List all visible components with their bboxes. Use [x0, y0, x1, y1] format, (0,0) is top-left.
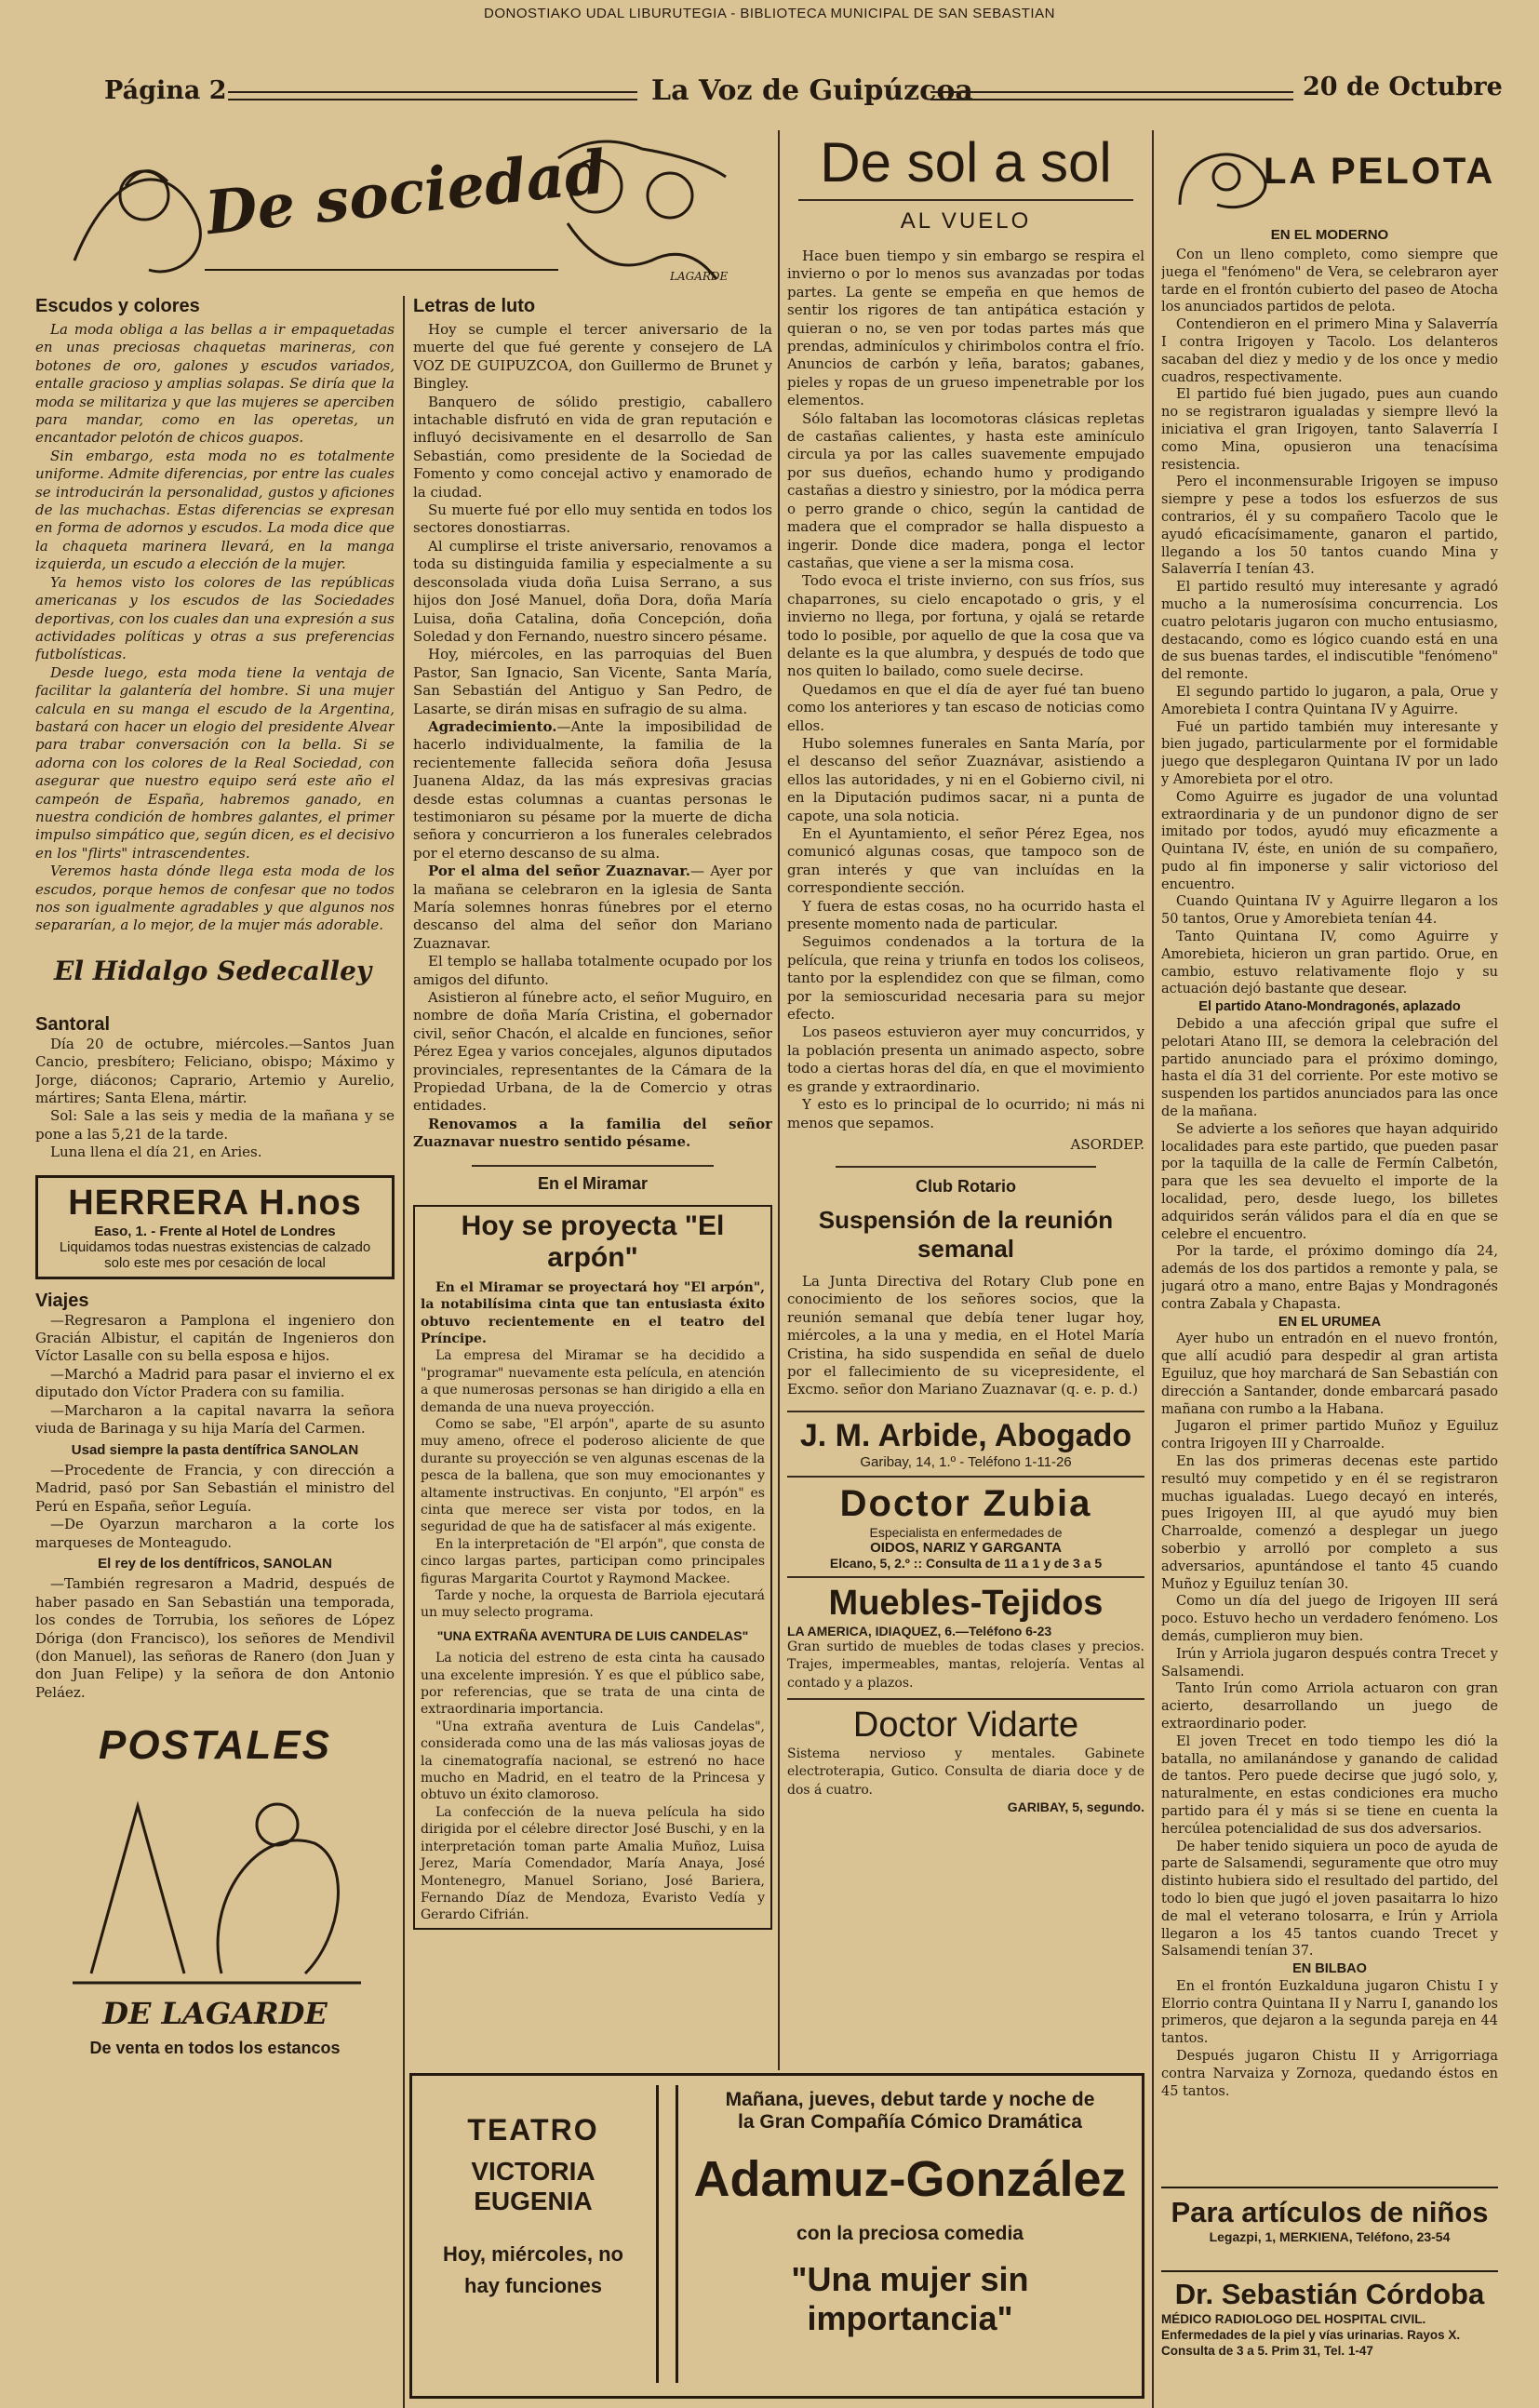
- paragraph: Debido a una afección gripal que sufre el pelotari Atano III, se demora la celebración del partido anunciado para el próximo domingo, hasta el día 31 del corriente. Por este motivo se suspenden los partidos anunciados para las once de la mañana.: [1161, 1017, 1498, 1120]
- zubia-line2: OIDOS, NARIZ Y GARGANTA: [870, 1539, 1062, 1556]
- paragraph: Los paseos estuvieron ayer muy concurridos, y la población presenta un animado aspecto, sobre todo a ciertas horas del día, en que el movimiento es grande y extraordinario.: [787, 1023, 1144, 1095]
- paragraph: En la interpretación de "El arpón", que consta de cinco largas partes, participan como principales figuras Margarita Courtot y Raymond Mackee.: [421, 1536, 765, 1586]
- paragraph: La noticia del estreno de esta cinta ha causado una excelente impresión. Y es que el público sabe, por referencias, que se trata de una cinta de extraordinaria importancia.: [421, 1651, 765, 1718]
- teatro-word: TEATRO: [467, 2113, 599, 2147]
- teatro-play: "Una mujer sin importancia": [791, 2260, 1029, 2337]
- paragraph: En el frontón Euzkalduna jugaron Chistu I y Elorrio contra Quintana II y Narru I, ganando los primeros, que dejaron a la segunda pareja en 44 tantos.: [1161, 1978, 1498, 2047]
- masthead-rule-right: [930, 91, 1293, 100]
- luto-body: [413, 321, 772, 1152]
- paragraph: Se advierte a los señores que hayan adquirido localidades para este partido, que pueden pasar por la taquilla de la calle de Fermín Calbetón, para que les sea devuelto el importe de la localidad, pero, desde luego, los billetes adquiridos serán válidos para el día en que se celebre el encuentro.: [1161, 1121, 1498, 1242]
- paragraph: Por la tarde, el próximo domingo día 24, además de los dos partidos a remonte y pala, se jugará otro a mano, entre Bajas y Mondragonés contra Zabala y Chapasta.: [1161, 1244, 1498, 1312]
- miramar-body: [421, 1279, 765, 1924]
- masthead-rule-left: [228, 91, 637, 100]
- vidarte-ad: [787, 1706, 1144, 1814]
- paragraph: Y esto es lo principal de lo ocurrido; ni más ni menos que sepamos.: [787, 1096, 1144, 1131]
- moderno-head: EN EL MODERNO: [1270, 227, 1389, 243]
- paragraph: —También regresaron a Madrid, después de haber pasado en San Sebastián una temporada, los condes de Torrubia, los señores de López Dóriga (don Francisco), los señores de Mendivil (don Manuel), las señoras de Ranero (don Juan y don Juan Felipe) y la señora de don Antonio Peláez.: [35, 1575, 395, 1701]
- de-sociedad-banner: [37, 130, 744, 288]
- column-4: [1161, 130, 1498, 2405]
- paragraph: En el Miramar se proyectará hoy "El arpón", la notabilísima cinta que tan entusiasta éxito obtuvo recientemente en el teatro del Príncipe.: [421, 1279, 765, 1346]
- paragraph: Sólo faltaban las locomotoras clásicas repletas de castañas calientes, y hasta este aminículo circula ya por las calles suavemente empujado por sus dueños, echando humo y prodigando castañas a diestro y siniestro, por la módica perra o perro grande o chico, según la cantidad de madera que el comprador se halla dispuesto a ingerir. Donde dice madera, ponga el lector castañas, que viene a ser la misma cosa.: [787, 409, 1144, 571]
- sanolan-ad-2: El rey de los dentífricos, SANOLAN: [98, 1555, 332, 1572]
- ninos-title: Para artículos de niños: [1171, 2196, 1489, 2228]
- masthead: [0, 73, 1539, 110]
- paragraph: En las dos primeras decenas este partido resultó muy competido y en él se registraron muchas igualadas. Luego decayó en interés, pues Irigoyen III, al que ayudó muy bien Charroalde, comenzó a desplegar un juego soberbio y arrolló por completo a sus adversarios, apuntándose el tanto 45 cuando Muñoz y Eguiluz tenían 30.: [1161, 1453, 1498, 1592]
- paragraph: Sin embargo, esta moda no es totalmente uniforme. Admite diferencias, por entre las cuales se introducirán la personalidad, gustos y aficiones de las muchachas. Estas diferencias se expresan en forma de adornos y escudos. La moda dice que la chaqueta marinera llevará, en la manga izquierda, un escudo a elección de la mujer.: [35, 447, 395, 573]
- teatro-with: con la preciosa comedia: [796, 2223, 1024, 2244]
- paragraph: Jugaron el primer partido Muñoz y Eguiluz contra Irigoyen III y Charroalde.: [1161, 1419, 1498, 1452]
- paragraph: Desde luego, esta moda tiene la ventaja de facilitar la galantería del hombre. Si una mujer calcula en su manga el escudo de la Argentina, bastará con hacer un elogio del presidente Alvear para trabar conversación con la bella. Si se adorna con los colores de la Real Sociedad, con asegurar que nuestro equipo será este año el campeón de España, habremos ganado, en nuestra condición de hombres galantes, el primer impulso simpático que, según dicen, es el decisivo en los "flirts" intrascendentes.: [35, 663, 395, 862]
- paragraph: Ayer hubo un entradón en el nuevo frontón, que allí acudió para despedir al gran artista Eguiluz, que hoy marchará de San Sebastián con dirección a Santander, donde embarcará pasado mañana con rumbo a la Habana.: [1161, 1331, 1498, 1417]
- teatro-top-line2: la Gran Compañía Cómico Dramática: [738, 2111, 1082, 2133]
- column-2: [413, 296, 772, 2064]
- paragraph: En el Ayuntamiento, el señor Pérez Egea, nos comunicó algunas cosas, que tampoco son de gran interés y que van incluídas en la correspondiente sección.: [787, 825, 1144, 897]
- newspaper-title: La Voz de Guipúzcoa: [651, 74, 973, 107]
- paragraph: Irún y Arriola jugaron después contra Trecet y Salsamendi.: [1161, 1646, 1498, 1679]
- issue-date: 20 de Octubre: [1303, 73, 1503, 101]
- paragraph: —Regresaron a Pamplona el ingeniero don Gracián Albistur, el capitán de Ingenieros don Víctor Lasalle con su bella esposa e hijos.: [35, 1311, 395, 1365]
- zubia-line1: Especialista en enfermedades de: [869, 1524, 1063, 1540]
- paragraph: Banquero de sólido prestigio, caballero intachable disfrutó en vida de gran reputación e influyó decisivamente en el desarrollo de San Sebastián, como presidente de la Sociedad de Fomento y como concejal activo y enamorado de la ciudad.: [413, 393, 772, 501]
- paragraph: Quedamos en que el día de ayer fué tan bueno como los anteriores y tan escaso de noticias como ellos.: [787, 680, 1144, 734]
- zuaznavar-head: Por el alma del señor Zuaznavar.: [428, 863, 690, 880]
- paragraph: De haber tenido siquiera un poco de ayuda de parte de Salsamendi, seguramente que otro muy distinto hubiera sido el resultado del partido, del todo lo bien que jugó el joven pasaitarra lo hizo de mal el veterano tolosarra, e Irún y Arriola llegaron a los 45 tantos cuando Trecet y Salsamendi tenían 37.: [1161, 1839, 1498, 1960]
- paragraph: Sol: Sale a las seis y media de la mañana y se pone a las 5,21 de la tarde.: [35, 1107, 395, 1143]
- divider: [798, 199, 1133, 201]
- moderno-body: [1161, 247, 1498, 2100]
- paragraph: La empresa del Miramar se ha decidido a "programar" nuevamente esta película, en atención a que numerosas personas se han dirigido a ella en demanda de una nueva proyección.: [421, 1348, 765, 1415]
- zubia-ad: [787, 1483, 1144, 1571]
- paragraph: Después jugaron Chistu II y Arrigorriaga contra Narvaiza y Zornoza, quedando éstos en 45 tantos.: [1161, 2049, 1498, 2099]
- postales-illustration: [35, 1769, 395, 1992]
- agradecimiento-head: Agradecimiento.: [428, 717, 557, 735]
- viajes-body: [35, 1312, 395, 1703]
- paragraph: Su muerte fué por ello muy sentida en todos los sectores donostiarras.: [413, 502, 772, 537]
- cordoba-ad: [1161, 2270, 1498, 2407]
- muebles-line1: LA AMERICA, IDIAQUEZ, 6.—Teléfono 6-23: [787, 1623, 1052, 1639]
- divider: [787, 1476, 1144, 1478]
- rotario-body: [787, 1273, 1144, 1399]
- muebles-name: Muebles-Tejidos: [828, 1583, 1104, 1623]
- al-vuelo-subtitle: AL VUELO: [900, 208, 1032, 234]
- paragraph: —Marchó a Madrid para pasar el invierno el ex diputado don Víctor Pradera con su familia.: [35, 1365, 395, 1401]
- teatro-company: Adamuz-González: [693, 2151, 1127, 2207]
- arbide-name: J. M. Arbide, Abogado: [799, 1417, 1132, 1453]
- paragraph: —Procedente de Francia, y con dirección a Madrid, pasó por San Sebastián el ministro del Perú en España, señor Leguía.: [35, 1461, 395, 1515]
- postales-artist: DE LAGARDE: [102, 1996, 328, 2032]
- herrera-name: HERRERA H.nos: [68, 1183, 362, 1223]
- escudos-title: Escudos y colores: [35, 296, 200, 316]
- postales-title: POSTALES: [99, 1722, 331, 1769]
- cordoba-body: MÉDICO RADIOLOGO DEL HOSPITAL CIVIL. Enfermedades de la piel y vías urinarias. Rayos X. Consulta de 3 a 5. Prim 31, Tel. 1-47: [1161, 2312, 1461, 2358]
- article-signature: ASORDEP.: [1070, 1135, 1144, 1153]
- column-rule-3: [1152, 130, 1154, 2408]
- aventura-head: "UNA EXTRAÑA AVENTURA DE LUIS CANDELAS": [436, 1627, 749, 1643]
- viajes-title: Viajes: [35, 1290, 89, 1311]
- paragraph: El joven Trecet en todo tiempo les dió la batalla, no amilanándose y ganando de calidad de tantos. Pero puede decirse que jugó solo, y, naturalmente, en estas condiciones era mucho partido para él y más si se tiene en cuenta la hercúlea potencialidad de sus dos adversarios.: [1161, 1733, 1498, 1837]
- escudos-signature: El Hidalgo Sedecalley: [54, 955, 372, 986]
- paragraph: [413, 718, 772, 863]
- teatro-top-line1: Mañana, jueves, debut tarde y noche de: [725, 2089, 1095, 2110]
- paragraph: Fué un partido también muy interesante y bien jugado, particularmente por el formidable juego que desplegaron Quintana IV por un lado y Amorebieta por el otro.: [1161, 719, 1498, 787]
- herrera-address: Easo, 1. - Frente al Hotel de Londres: [94, 1223, 336, 1239]
- divider: [787, 1411, 1144, 1412]
- paragraph: Al cumplirse el triste aniversario, renovamos a toda su distinguida familia y especialmente a su desconsolada viuda doña Luisa Serrano, a sus hijos don José Manuel, doña Dora, doña María Luisa, doña Catalina, doña Concepción, doña Soledad y don Fernando, nuestro sincero pésame.: [413, 537, 772, 645]
- miramar-article: [413, 1205, 772, 1930]
- sociedad-script: De sociedad: [202, 137, 609, 249]
- column-1: [35, 296, 395, 2408]
- paragraph: Contendieron en el primero Mina y Salaverría I contra Irigoyen y Tacolo. Los delanteros sacaban del diez y medio y de los once y medio cuadros, respectivamente.: [1161, 317, 1498, 385]
- divider: [472, 1165, 714, 1167]
- muebles-ad: [787, 1584, 1144, 1692]
- bilbao-head: EN BILBAO: [1292, 1961, 1367, 1977]
- luto-title: Letras de luto: [413, 296, 536, 316]
- paragraph: El templo se hallaba totalmente ocupado por los amigos del difunto.: [413, 953, 772, 988]
- teatro-ad: [409, 2073, 1144, 2399]
- santoral-body: [35, 1036, 395, 1162]
- vidarte-name: Doctor Vidarte: [852, 1705, 1079, 1745]
- teatro-left-panel: [431, 2113, 636, 2302]
- page-number: Página 2: [104, 76, 227, 105]
- de-sol-a-sol-title: De sol a sol: [820, 131, 1112, 194]
- paragraph: Día 20 de octubre, miércoles.—Santos Juan Cancio, presbítero; Feliciano, obispo; Máximo y Jorge, diáconos; Caprario, Artemio y Aurelio, mártires; Santa Elena, mártir.: [35, 1035, 395, 1107]
- paragraph: Renovamos a la familia del señor Zuaznavar nuestro sentido pésame.: [413, 1115, 772, 1151]
- santoral-title: Santoral: [35, 1013, 111, 1035]
- paragraph: Como Aguirre es jugador de una voluntad extraordinaria y de un pundonor digno de ser imitado por todos, ayudó muy eficazmente a Quintana IV, éste, en unión de su compañero, pudo al fin imponerse y salir victorioso del encuentro.: [1161, 789, 1498, 892]
- column-rule-1: [403, 296, 405, 2408]
- teatro-ornament: [656, 2085, 678, 2383]
- paragraph: Pero el inconmensurable Irigoyen se impuso siempre y pese a todos los esfuerzos de sus contrarios, él y su compañero Tacolo que le ayudó eficacísimamente, ganaron el partido, llegando a los 50 tantos cuando Mina y Salaverría I tenían 43.: [1161, 475, 1498, 578]
- atano-head: El partido Atano-Mondragonés, aplazado: [1198, 999, 1461, 1015]
- zuaznavar-text: — Ayer por la mañana se celebraron en la iglesia de Santa María solemnes honras fúnebres por el eterno descanso del alma del señor don Mariano Zuaznavar.: [413, 863, 772, 952]
- paragraph: —Marcharon a la capital navarra la señora viuda de Barinaga y su hija María del Carmen.: [35, 1401, 395, 1438]
- paragraph: Seguimos condenados a la tortura de la película, que reina y triunfa en todos los coliseos, tanto por la esplendidez con que se filman, como por la semioscuridad necesaria para su mejor efecto.: [787, 933, 1144, 1023]
- paragraph: Tarde y noche, la orquesta de Barriola ejecutará un muy selecto programa.: [421, 1588, 765, 1621]
- miramar-title: Hoy se proyecta "El arpón": [461, 1210, 725, 1273]
- la-pelota-banner: [1161, 130, 1498, 223]
- herrera-body: Liquidamos todas nuestras existencias de calzado solo este mes por cesación de local: [59, 1238, 371, 1271]
- paragraph: La moda obliga a las bellas a ir empaquetadas en unas preciosas chaquetas marineras, con botones de oro, galones y escudos variados, entalle gracioso y amplias solapas. Se diría que la moda se militariza y que las mujeres se aperciben para mandar, como en las operetas, un encantador pelotón de chicos guapos.: [35, 321, 395, 447]
- herrera-ad: [35, 1175, 395, 1279]
- divider: [836, 1166, 1096, 1168]
- vidarte-address: GARIBAY, 5, segundo.: [1007, 1799, 1144, 1815]
- paragraph: Veremos hasta dónde llega esta moda de los escudos, porque hemos de confesar que no todos nos son igualmente agradables y que algunos nos separarían, a lo mejor, de la mujer más adorable.: [35, 863, 395, 934]
- cordoba-name: Dr. Sebastián Córdoba: [1174, 2278, 1485, 2310]
- paragraph: El partido resultó muy interesante y agradó mucho a la numerosísima concurrencia. Los cuatro pelotaris jugaron con mucho entusiasmo, destacando, como es lógico cuando está en una de sus buenas tardes, el indiscutible "fenómeno" del remonte.: [1161, 580, 1498, 683]
- paragraph: Hoy se cumple el tercer aniversario de la muerte del que fué gerente y consejero de LA VOZ DE GUIPUZCOA, don Guillermo de Brunet y Bingley.: [413, 321, 772, 393]
- paragraph: [413, 863, 772, 953]
- paragraph: Todo evoca el triste invierno, con sus fríos, sus chaparrones, su cielo encapotado o gris, y el invierno no llega, por fortuna, y ojalá se retarde todo lo posible, por aquello de que la cosa que va delante es la que alumbra, y después de todo que nos quiten lo bailado, como suele decirse.: [787, 572, 1144, 680]
- paragraph: Tanto Quintana IV, como Aguirre y Amorebieta, hicieron un gran partido. Orue, en cambio, estuvo relativamente flojo y su actuación dejó bastante que desear.: [1161, 930, 1498, 997]
- paragraph: Ya hemos visto los colores de las repúblicas americanas y los escudos de las Sociedades deportivas, con los cuales dan una expresión a sus actividades políticas y otras a sus preferencias futbolísticas.: [35, 573, 395, 663]
- banner-signature: LAGARDE: [670, 270, 729, 283]
- escudos-body: [35, 321, 395, 935]
- miramar-kicker: En el Miramar: [537, 1173, 649, 1193]
- zubia-line3: Elcano, 5, 2.º :: Consulta de 11 a 1 y de 3 a 5: [829, 1555, 1103, 1571]
- urumea-head: EN EL URUMEA: [1278, 1314, 1382, 1330]
- rotario-kicker: Club Rotario: [916, 1176, 1016, 1196]
- divider: [787, 1698, 1144, 1700]
- de-sol-a-sol-body: [787, 247, 1144, 1132]
- sanolan-ad-1: Usad siempre la pasta dentífrica SANOLAN: [71, 1441, 359, 1458]
- column-rule-2: [778, 130, 780, 2070]
- paragraph: La Junta Directiva del Rotary Club pone en conocimiento de los señores socios, que la reunión semanal que debía tener lugar hoy, miércoles, a la una y media, en el Hotel María Cristina, ha sido suspendida en señal de duelo por el fallecimiento de su vicepresidente, el Excmo. señor don Mariano Zuaznavar (q. e. p. d.): [787, 1272, 1144, 1398]
- arbide-ad: [787, 1418, 1144, 1470]
- teatro-right-panel: [691, 2089, 1129, 2338]
- column-3: [787, 130, 1144, 2066]
- paragraph: Hubo solemnes funerales en Santa María, por el descanso del señor Zuaznávar, asistiendo a ellos las autoridades, y ni en el Gobierno civil, ni en la Diputación pudimos sacar, ni a punta de capote, una sola noticia.: [787, 734, 1144, 824]
- agradecimiento-text: —Ante la imposibilidad de hacerlo individualmente, la familia de la recientemente fallecida señora doña Jesusa Juanena Aldaz, da las más expresivas gracias desde estas columnas a cuantas personas le testimoniaron su pésame por la muerte de dicha señora y concurrieron a los funerales celebrados por el eterno descanso de su alma.: [413, 717, 772, 862]
- divider: [787, 1576, 1144, 1578]
- teatro-name: VICTORIA EUGENIA: [471, 2157, 596, 2215]
- library-header: DONOSTIAKO UDAL LIBURUTEGIA - BIBLIOTECA MUNICIPAL DE SAN SEBASTIAN: [484, 6, 1055, 21]
- ninos-address: Legazpi, 1, MERKIENA, Teléfono, 23-54: [1209, 2229, 1451, 2244]
- paragraph: Hoy, miércoles, en las parroquias del Buen Pastor, San Ignacio, San Vicente, Santa María, San Sebastián del Antiguo y San Pedro, de Lasarte, se dirán misas en sufragio de su alma.: [413, 646, 772, 717]
- paragraph: Luna llena el día 21, en Aries.: [50, 1144, 262, 1161]
- rotario-title: Suspensión de la reunión semanal: [818, 1205, 1114, 1263]
- muebles-body: Gran surtido de muebles de todas clases y precios. Trajes, impermeables, mantas, relojería. Ventas al contado y a plazos.: [787, 1639, 1144, 1691]
- paragraph: El partido fué bien jugado, pues aun cuando no se registraron igualadas y siempre llevó la iniciativa el gran Irigoyen, tanto Salaverría I como Mina, opusieron una tenacísima resistencia.: [1161, 387, 1498, 473]
- zubia-name: Doctor Zubia: [839, 1482, 1092, 1524]
- vidarte-body: Sistema nervioso y mentales. Gabinete electroterapia, Gutico. Consulta de diaria doce y de dos á cuatro.: [787, 1746, 1144, 1798]
- paragraph: Hace buen tiempo y sin embargo se respira el invierno o por lo menos sus avanzadas por todas partes. La gente se empeña en que hemos de sentir los rigores de tan antipática estación y quieran o no, se ven por todas partes más que prendas, adminículos y chirimbolos contra el frío. Anuncios de carbón y leña, baratos; gabanes, pieles y ropas de un grueso impenetrable por los elementos.: [787, 247, 1144, 409]
- pelota-title: LA PELOTA: [1264, 151, 1496, 192]
- postales-ad: [35, 1722, 395, 2076]
- postales-footer: De venta en todos los estancos: [89, 2039, 341, 2058]
- arbide-address: Garibay, 14, 1.º - Teléfono 1-11-26: [860, 1453, 1072, 1470]
- paragraph: Como un día del juego de Irigoyen III será poco. Estuvo hecho un verdadero fenómeno. Los demás, cumplieron muy bien.: [1161, 1594, 1498, 1644]
- paragraph: La confección de la nueva película ha sido dirigida por el célebre director José Buschi, y en la interpretación toman parte Amalia Muñoz, Luisa Jerez, María Comendador, María Anaya, José Montenegro, Manuel Soriano, José Bariera, Fernando Díaz de Mendoza, Evaristo Vedía y Gerardo Cifrián.: [421, 1804, 765, 1923]
- paragraph: —De Oyarzun marcharon a la corte los marqueses de Monteagudo.: [35, 1516, 395, 1551]
- paragraph: Tanto Irún como Arriola actuaron con gran acierto, desarrollando un juego de extraordinario poder.: [1161, 1681, 1498, 1732]
- paragraph: "Una extraña aventura de Luis Candelas", considerada como una de las más valiosas joyas de la cinematografía nacional, se estrenó no hace mucho en Madrid, en el teatro de la Princesa y obtuvo un éxito clamoroso.: [421, 1719, 765, 1803]
- teatro-no-functions: Hoy, miércoles, no hay funciones: [443, 2242, 623, 2297]
- paragraph: Asistieron al fúnebre acto, el señor Muguiro, en nombre de doña María Cristina, el gobernador civil, señor Chacón, el alcalde en funciones, señor Pérez Egea y varios concejales, algunos diputados provinciales, representantes de la Cámara de la Propiedad Urbana, de la de Comercio y otras entidades.: [413, 989, 772, 1115]
- paragraph: El segundo partido lo jugaron, a pala, Orue y Amorebieta I contra Quintana IV y Aguirre.: [1161, 684, 1498, 717]
- paragraph: Cuando Quintana IV y Aguirre llegaron a los 50 tantos, Orue y Amorebieta tenían 44.: [1161, 894, 1498, 928]
- paragraph: Con un lleno completo, como siempre que juega el "fenómeno" de Vera, se celebraron ayer tarde en el frontón cubierto del paseo de Atocha los anunciados partidos de pelota.: [1161, 247, 1498, 315]
- paragraph: Y fuera de estas cosas, no ha ocurrido hasta el presente momento nada de particular.: [787, 897, 1144, 933]
- paragraph: Como se sabe, "El arpón", aparte de su asunto muy ameno, ofrece el poderoso aliciente de que durante su proyección se ven algunas escenas de la pesca de la ballena, que son muy emocionantes y altamente instructivas. En conjunto, "El arpón" es cinta que merece ser vista por todos, en la seguridad de que ha de satisfacer al más exigente.: [421, 1416, 765, 1535]
